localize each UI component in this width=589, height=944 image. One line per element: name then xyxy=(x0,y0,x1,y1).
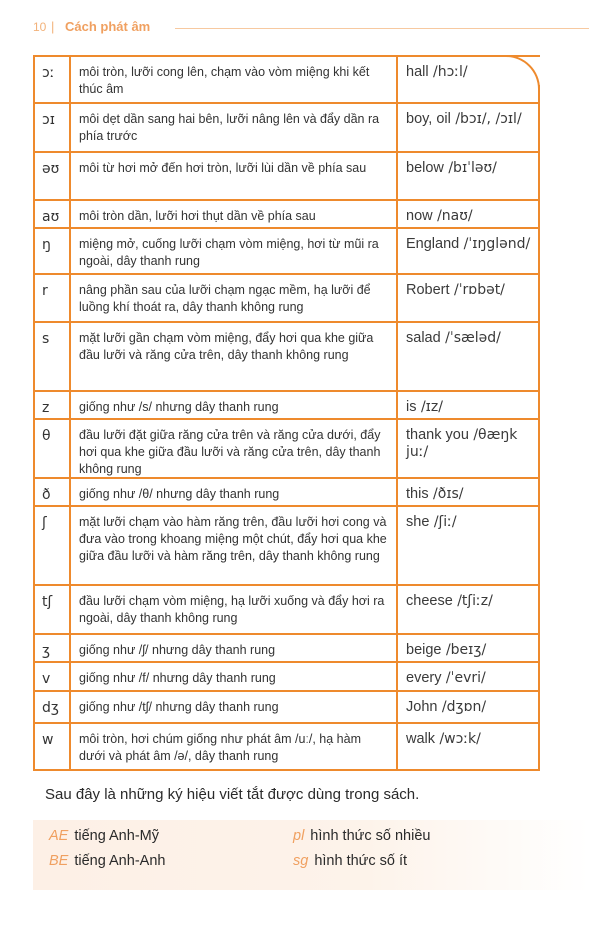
table-row xyxy=(33,227,540,273)
example-cell xyxy=(398,420,540,477)
abbreviation-panel xyxy=(33,820,589,890)
phoneme-description: mặt lưỡi gần chạm vòm miệng, đẩy hơi qua khe giữa đầu lưỡi và răng cửa trên, dây thanh không rung xyxy=(71,323,398,390)
example-ipa: /ɪz/ xyxy=(420,399,443,415)
phoneme-description: đầu lưỡi chạm vòm miệng, hạ lưỡi xuống và đẩy hơi ra ngoài, dây thanh không rung xyxy=(71,586,398,633)
abbreviation-meaning: hình thức số ít xyxy=(314,853,408,869)
phoneme-symbol: ʃ xyxy=(33,507,71,584)
example-cell xyxy=(398,323,540,390)
phoneme-symbol: ŋ xyxy=(33,229,71,273)
phoneme-symbol: θ xyxy=(33,420,71,477)
phoneme-description: môi tròn, lưỡi cong lên, chạm vào vòm miệng khi kết thúc âm xyxy=(71,57,398,102)
abbreviation-key: sg xyxy=(293,853,309,869)
example-word: below xyxy=(406,160,444,176)
example-word: boy, oil xyxy=(406,111,451,127)
table-row xyxy=(33,661,540,690)
example-ipa: /hɔːl/ xyxy=(433,64,468,80)
example-cell xyxy=(398,479,540,505)
example-word: every xyxy=(406,670,442,686)
table-row xyxy=(33,151,540,199)
phoneme-description: giống như /f/ nhưng dây thanh rung xyxy=(71,663,398,690)
abbreviation-key: pl xyxy=(293,828,305,844)
abbreviation-item xyxy=(49,853,165,869)
example-word: is xyxy=(406,399,417,415)
table-row xyxy=(33,690,540,722)
table-row xyxy=(33,321,540,390)
abbreviation-note: Sau đây là những ký hiệu viết tắt được dùng trong sách. xyxy=(45,786,420,803)
section-title: Cách phát âm xyxy=(65,19,151,34)
example-cell xyxy=(398,663,540,690)
example-ipa: /ʃiː/ xyxy=(433,514,457,530)
phoneme-description: môi từ hơi mở đến hơi tròn, lưỡi lùi dần về phía sau xyxy=(71,153,398,199)
phoneme-description: miệng mở, cuống lưỡi chạm vòm miệng, hơi từ mũi ra ngoài, dây thanh rung xyxy=(71,229,398,273)
phoneme-description: môi tròn, hơi chúm giống như phát âm /uː/, hạ hàm dưới và phát âm /ə/, dây thanh rung xyxy=(71,724,398,769)
table-row xyxy=(33,390,540,418)
example-ipa: /θæŋk juː/ xyxy=(406,427,518,460)
pronunciation-table xyxy=(33,55,540,771)
phoneme-symbol: r xyxy=(33,275,71,321)
example-word: now xyxy=(406,208,433,224)
abbreviation-meaning: hình thức số nhiều xyxy=(310,828,431,844)
table-row xyxy=(33,199,540,227)
phoneme-symbol: ɔɪ xyxy=(33,104,71,151)
phoneme-symbol: s xyxy=(33,323,71,390)
example-ipa: /beɪʒ/ xyxy=(445,642,487,658)
example-ipa: /ˈrɒbət/ xyxy=(453,282,505,298)
phoneme-description: mặt lưỡi chạm vào hàm răng trên, đầu lưỡi hơi cong và đưa vào trong khoang miệng một chút, đẩy hơi qua khe giữa đầu lưỡi và hàm răng trên, dây thanh không rung xyxy=(71,507,398,584)
table-row xyxy=(33,102,540,151)
example-ipa: /wɔːk/ xyxy=(439,731,481,747)
abbreviation-meaning: tiếng Anh-Mỹ xyxy=(74,828,159,844)
example-word: she xyxy=(406,514,430,530)
phoneme-description: giống như /s/ nhưng dây thanh rung xyxy=(71,392,398,418)
phoneme-symbol: ɔː xyxy=(33,57,71,102)
page-number: 10 xyxy=(33,20,47,34)
example-word: Robert xyxy=(406,282,450,298)
example-cell xyxy=(398,507,540,584)
phoneme-description: đầu lưỡi đặt giữa răng cửa trên và răng cửa dưới, đẩy hơi qua khe giữa đầu lưỡi và răng cửa trên, dây thanh không rung xyxy=(71,420,398,477)
example-word: beige xyxy=(406,642,442,658)
example-cell xyxy=(398,201,540,227)
phoneme-symbol: z xyxy=(33,392,71,418)
example-ipa: /bɪˈləʊ/ xyxy=(448,160,497,176)
phoneme-symbol: əʊ xyxy=(33,153,71,199)
phoneme-description: giống như /θ/ nhưng dây thanh rung xyxy=(71,479,398,505)
abbreviation-key: AE xyxy=(49,828,69,844)
table-row xyxy=(33,722,540,771)
example-ipa: /dʒɒn/ xyxy=(441,699,487,715)
phoneme-description: nâng phần sau của lưỡi chạm ngạc mềm, hạ lưỡi để luồng khí thoát ra, dây thanh không rung xyxy=(71,275,398,321)
example-cell xyxy=(398,229,540,273)
abbreviation-key: BE xyxy=(49,853,69,869)
example-cell xyxy=(398,692,540,722)
phoneme-symbol: tʃ xyxy=(33,586,71,633)
table-row xyxy=(33,633,540,661)
phoneme-description: giống như /tʃ/ nhưng dây thanh rung xyxy=(71,692,398,722)
abbreviation-meaning: tiếng Anh-Anh xyxy=(74,853,166,869)
abbreviation-item xyxy=(293,853,407,869)
example-word: hall xyxy=(406,64,429,80)
example-ipa: /naʊ/ xyxy=(437,208,473,224)
example-ipa: /ˈsæləd/ xyxy=(445,330,501,346)
abbreviation-item xyxy=(293,828,430,844)
example-ipa: /ðɪs/ xyxy=(433,486,464,502)
phoneme-symbol: w xyxy=(33,724,71,769)
example-cell xyxy=(398,724,540,769)
example-word: England xyxy=(406,236,460,252)
table-row xyxy=(33,505,540,584)
phoneme-symbol: ð xyxy=(33,479,71,505)
table-row xyxy=(33,477,540,505)
example-cell xyxy=(398,104,540,151)
phoneme-description: giống như /ʃ/ nhưng dây thanh rung xyxy=(71,635,398,661)
example-word: salad xyxy=(406,330,441,346)
example-cell xyxy=(398,392,540,418)
example-ipa: /ˈevri/ xyxy=(445,670,486,686)
example-cell xyxy=(398,153,540,199)
phoneme-symbol: v xyxy=(33,663,71,690)
example-word: walk xyxy=(406,731,436,747)
table-row xyxy=(33,55,540,102)
example-word: John xyxy=(406,699,438,715)
example-cell xyxy=(398,275,540,321)
example-word: this xyxy=(406,486,429,502)
example-word: cheese xyxy=(406,593,453,609)
example-word: thank you xyxy=(406,427,469,443)
page-header xyxy=(33,16,589,40)
example-cell xyxy=(398,586,540,633)
header-separator: | xyxy=(51,19,55,34)
header-rule xyxy=(175,28,589,29)
example-cell xyxy=(398,635,540,661)
phoneme-symbol: ʒ xyxy=(33,635,71,661)
table-row xyxy=(33,584,540,633)
example-ipa: /bɔɪ/, /ɔɪl/ xyxy=(455,111,522,127)
phoneme-description: môi tròn dần, lưỡi hơi thụt dần về phía sau xyxy=(71,201,398,227)
table-row xyxy=(33,273,540,321)
phoneme-description: môi dẹt dần sang hai bên, lưỡi nâng lên và đẩy dần ra phía trước xyxy=(71,104,398,151)
table-row xyxy=(33,418,540,477)
phoneme-symbol: aʊ xyxy=(33,201,71,227)
example-ipa: /ˈɪŋglənd/ xyxy=(463,236,531,252)
phoneme-symbol: dʒ xyxy=(33,692,71,722)
abbreviation-item xyxy=(49,828,159,844)
example-ipa: /tʃiːz/ xyxy=(457,593,493,609)
